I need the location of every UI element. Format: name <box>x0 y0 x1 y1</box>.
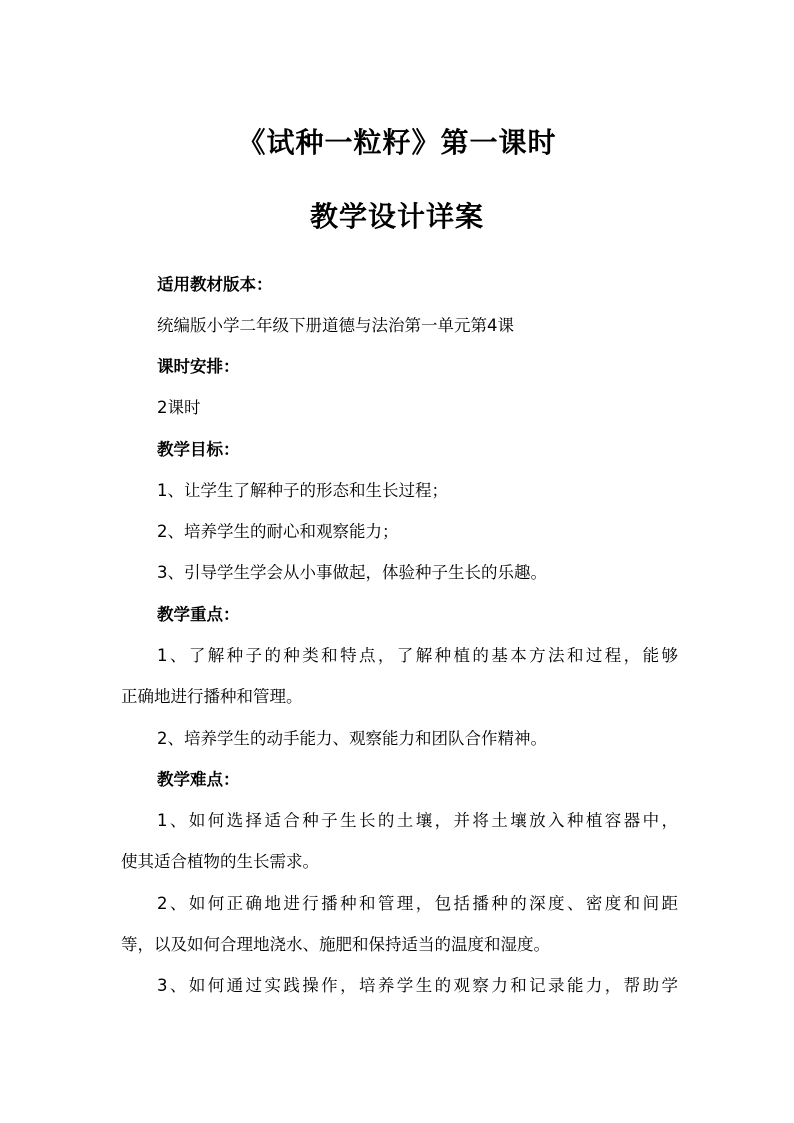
textbook-content: 统编版小学二年级下册道德与法治第一单元第4课 <box>157 316 514 335</box>
document-subtitle: 教学设计详案 <box>309 200 484 233</box>
difficulty-item-line: 等，以及如何合理地浇水、施肥和保持适当的温度和湿度。 <box>121 935 550 954</box>
key-point-item-line: 1、了解种子的种类和特点，了解种植的基本方法和过程，能够 <box>157 646 678 665</box>
difficulty-item-line: 3、如何通过实践操作，培养学生的观察力和记录能力，帮助学 <box>157 976 678 995</box>
key-point-item: 2、培养学生的动手能力、观察能力和团队合作精神。 <box>157 729 547 748</box>
objective-item: 1、让学生了解种子的形态和生长过程； <box>157 481 448 500</box>
difficulty-item-line: 1、如何选择适合种子生长的土壤，并将土壤放入种植容器中， <box>157 811 678 830</box>
difficulty-item-line: 2、如何正确地进行播种和管理，包括播种的深度、密度和间距 <box>157 894 678 913</box>
difficulties-heading: 教学难点： <box>157 770 240 789</box>
key-points-heading: 教学重点： <box>157 605 240 624</box>
textbook-heading: 适用教材版本： <box>157 275 273 294</box>
document-title: 《试种一粒籽》第一课时 <box>237 126 557 159</box>
objective-item: 3、引导学生学会从小事做起，体验种子生长的乐趣。 <box>157 563 547 582</box>
objective-item: 2、培养学生的耐心和观察能力； <box>157 522 399 541</box>
schedule-heading: 课时安排： <box>157 357 240 376</box>
difficulty-item-line: 使其适合植物的生长需求。 <box>121 852 319 871</box>
objectives-heading: 教学目标： <box>157 440 240 459</box>
key-point-item-line: 正确地进行播种和管理。 <box>121 687 303 706</box>
schedule-content: 2课时 <box>157 398 201 417</box>
